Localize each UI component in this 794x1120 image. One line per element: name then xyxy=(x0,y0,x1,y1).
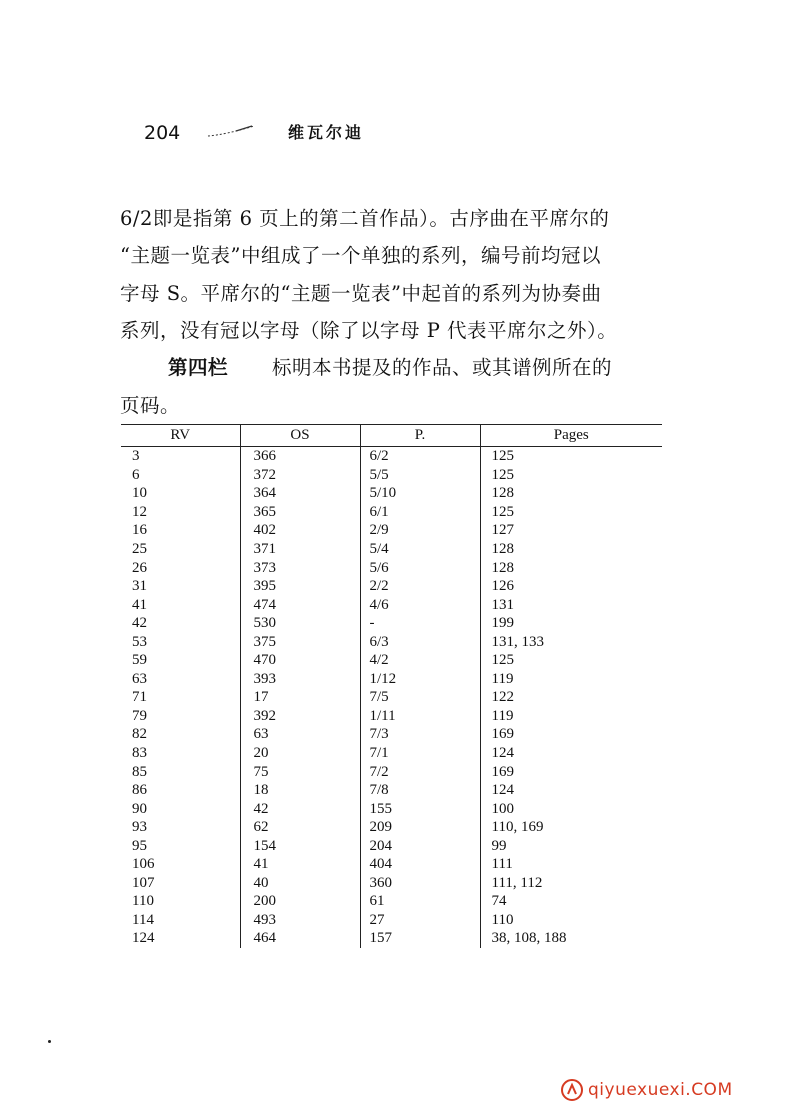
cell-p: 157 xyxy=(360,929,480,948)
cell-pages: 126 xyxy=(480,577,662,596)
table-row xyxy=(121,670,662,689)
table-row xyxy=(121,447,662,466)
cell-rv: 31 xyxy=(132,578,147,595)
table-row xyxy=(121,614,662,633)
cell-os: 464 xyxy=(240,929,360,948)
cell-rv: 42 xyxy=(132,615,147,632)
cell-os: 474 xyxy=(240,595,360,614)
table-body xyxy=(121,447,662,948)
cell-rv: 124 xyxy=(132,930,155,947)
cell-pages: 74 xyxy=(480,892,662,911)
cell-os: 392 xyxy=(240,707,360,726)
cell-p: 61 xyxy=(360,892,480,911)
cell-p: 155 xyxy=(360,799,480,818)
cell-os: 365 xyxy=(240,503,360,522)
cell-rv: 86 xyxy=(132,782,147,799)
paragraph-line xyxy=(168,352,612,380)
cell-rv: 93 xyxy=(132,819,147,836)
cell-pages: 125 xyxy=(480,466,662,485)
table-row xyxy=(121,707,662,726)
table-row xyxy=(121,466,662,485)
cell-os: 402 xyxy=(240,521,360,540)
cell-os: 371 xyxy=(240,540,360,559)
cell-os: 200 xyxy=(240,892,360,911)
cell-p: 7/8 xyxy=(360,781,480,800)
cell-pages: 125 xyxy=(480,503,662,522)
cell-rv: 114 xyxy=(132,911,154,928)
cell-p: 209 xyxy=(360,818,480,837)
cell-pages: 124 xyxy=(480,744,662,763)
cell-p: 7/3 xyxy=(360,725,480,744)
cell-rv: 26 xyxy=(132,559,147,576)
cell-os: 41 xyxy=(240,855,360,874)
cell-p: 5/10 xyxy=(360,484,480,503)
cell-rv: 83 xyxy=(132,745,147,762)
cell-rv: 85 xyxy=(132,763,147,780)
cell-pages: 128 xyxy=(480,558,662,577)
cell-os: 17 xyxy=(240,688,360,707)
cell-rv: 107 xyxy=(132,874,155,891)
table-row xyxy=(121,595,662,614)
cell-pages: 125 xyxy=(480,447,662,466)
cell-os: 470 xyxy=(240,651,360,670)
paragraph-line: 页码。 xyxy=(120,394,181,417)
cell-p: 2/2 xyxy=(360,577,480,596)
cell-p: 1/11 xyxy=(360,707,480,726)
cell-pages: 128 xyxy=(480,484,662,503)
table-row xyxy=(121,836,662,855)
cell-rv: 79 xyxy=(132,707,147,724)
cell-rv: 12 xyxy=(132,503,147,520)
paragraph-line: 6/2即是指第 6 页上的第二首作品）。古序曲在平席尔的 xyxy=(120,207,610,230)
cell-pages: 124 xyxy=(480,781,662,800)
cell-rv: 3 xyxy=(132,448,140,465)
cell-pages: 169 xyxy=(480,725,662,744)
cell-pages: 38, 108, 188 xyxy=(480,929,662,948)
watermark-logo-icon xyxy=(560,1078,584,1102)
header-pages: Pages xyxy=(480,425,662,447)
cell-os: 20 xyxy=(240,744,360,763)
table-row xyxy=(121,540,662,559)
cell-pages: 111 xyxy=(480,855,662,874)
cell-p: 5/6 xyxy=(360,558,480,577)
page-number: 204 xyxy=(144,122,181,144)
cell-pages: 131, 133 xyxy=(480,632,662,651)
cell-p: 6/2 xyxy=(360,447,480,466)
cell-os: 364 xyxy=(240,484,360,503)
table-row xyxy=(121,503,662,522)
cell-rv: 25 xyxy=(132,541,147,557)
cell-pages: 122 xyxy=(480,688,662,707)
cell-p: 204 xyxy=(360,836,480,855)
cell-p: 5/4 xyxy=(360,540,480,559)
cell-p: 6/1 xyxy=(360,503,480,522)
scan-speck xyxy=(48,1040,51,1043)
cell-p: 4/2 xyxy=(360,651,480,670)
cell-p: 7/5 xyxy=(360,688,480,707)
table-row xyxy=(121,762,662,781)
table-row xyxy=(121,781,662,800)
column-four-label: 第四栏 xyxy=(168,356,229,379)
cell-pages: 119 xyxy=(480,707,662,726)
header-os: OS xyxy=(240,425,360,447)
cell-pages: 128 xyxy=(480,540,662,559)
cell-p: 5/5 xyxy=(360,466,480,485)
running-title: 维瓦尔迪 xyxy=(288,123,365,142)
cell-rv: 53 xyxy=(132,633,147,650)
cell-os: 530 xyxy=(240,614,360,633)
paragraph-line: “主题一览表”中组成了一个单独的系列，编号前均冠以 xyxy=(120,244,601,267)
cell-pages: 169 xyxy=(480,762,662,781)
table-row xyxy=(121,929,662,948)
cell-os: 62 xyxy=(240,818,360,837)
cell-pages: 99 xyxy=(480,836,662,855)
catalog-table xyxy=(121,424,662,948)
watermark-text: qiyuexuexi.COM xyxy=(588,1080,733,1100)
cell-p: 7/2 xyxy=(360,762,480,781)
header-rv: RV xyxy=(121,425,240,447)
table-row xyxy=(121,725,662,744)
cell-os: 40 xyxy=(240,874,360,893)
cell-os: 42 xyxy=(240,799,360,818)
cell-p: 27 xyxy=(360,911,480,930)
table-row xyxy=(121,892,662,911)
cell-os: 493 xyxy=(240,911,360,930)
paragraph-line: 字母 S。平席尔的“主题一览表”中起首的系列为协奏曲 xyxy=(120,282,602,305)
table-row xyxy=(121,558,662,577)
cell-os: 18 xyxy=(240,781,360,800)
cell-pages: 111, 112 xyxy=(480,874,662,893)
cell-rv: 59 xyxy=(132,652,147,669)
cell-pages: 125 xyxy=(480,651,662,670)
cell-p: 2/9 xyxy=(360,521,480,540)
cell-rv: 71 xyxy=(132,689,147,706)
cell-rv: 41 xyxy=(132,596,147,613)
table-header-row xyxy=(121,425,662,447)
paragraph-line: 系列，没有冠以字母（除了以字母 P 代表平席尔之外）。 xyxy=(120,319,618,342)
cell-p: 1/12 xyxy=(360,670,480,689)
cell-os: 366 xyxy=(240,447,360,466)
cell-p: 7/1 xyxy=(360,744,480,763)
cell-p: - xyxy=(360,614,480,633)
cell-pages: 199 xyxy=(480,614,662,633)
table-row xyxy=(121,874,662,893)
cell-rv: 82 xyxy=(132,726,147,743)
table-row xyxy=(121,688,662,707)
cell-pages: 110 xyxy=(480,911,662,930)
cell-pages: 119 xyxy=(480,670,662,689)
cell-rv: 10 xyxy=(132,485,147,502)
cell-os: 372 xyxy=(240,466,360,485)
table-row xyxy=(121,911,662,930)
cell-os: 63 xyxy=(240,725,360,744)
cell-rv: 95 xyxy=(132,837,147,854)
cell-pages: 127 xyxy=(480,521,662,540)
table-row xyxy=(121,521,662,540)
cell-rv: 106 xyxy=(132,856,155,873)
table-row xyxy=(121,855,662,874)
cell-os: 373 xyxy=(240,558,360,577)
cell-os: 393 xyxy=(240,670,360,689)
cell-rv: 63 xyxy=(132,670,147,687)
table-row xyxy=(121,577,662,596)
cell-pages: 100 xyxy=(480,799,662,818)
table-row xyxy=(121,799,662,818)
cell-rv: 16 xyxy=(132,522,147,539)
table-row xyxy=(121,818,662,837)
table-row xyxy=(121,484,662,503)
cell-os: 75 xyxy=(240,762,360,781)
header-p: P. xyxy=(360,425,480,447)
cell-os: 395 xyxy=(240,577,360,596)
cell-os: 154 xyxy=(240,836,360,855)
header-ornament-icon xyxy=(206,124,256,138)
cell-rv: 90 xyxy=(132,800,147,817)
cell-pages: 131 xyxy=(480,595,662,614)
table-row xyxy=(121,632,662,651)
cell-p: 404 xyxy=(360,855,480,874)
column-four-description: 标明本书提及的作品、或其谱例所在的 xyxy=(272,356,613,379)
table-row xyxy=(121,651,662,670)
cell-rv: 6 xyxy=(132,466,140,483)
cell-p: 360 xyxy=(360,874,480,893)
cell-rv: 110 xyxy=(132,893,154,910)
cell-p: 6/3 xyxy=(360,632,480,651)
table-row xyxy=(121,744,662,763)
cell-os: 375 xyxy=(240,632,360,651)
cell-p: 4/6 xyxy=(360,595,480,614)
watermark xyxy=(560,1078,733,1104)
cell-pages: 110, 169 xyxy=(480,818,662,837)
